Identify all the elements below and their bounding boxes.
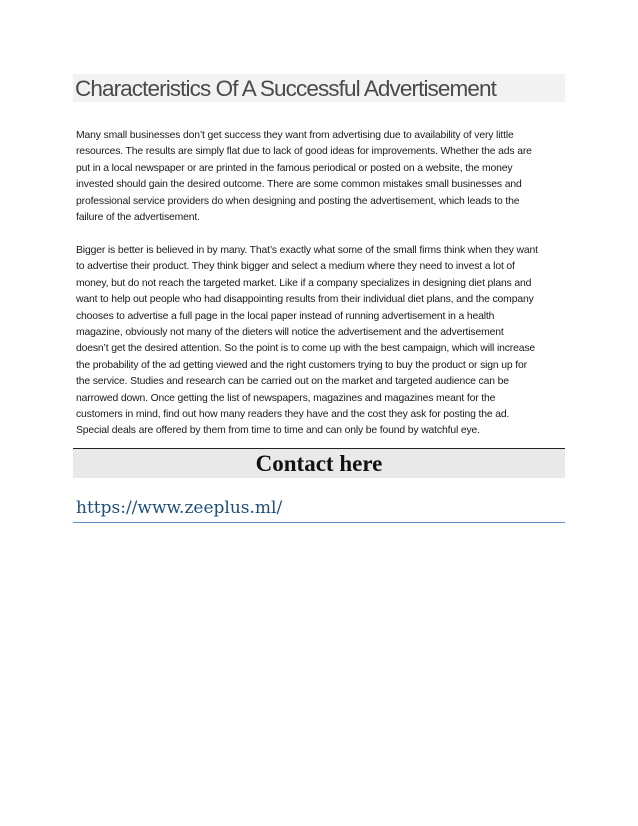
paragraph-line: to advertise their product. They think bigger and select a medium where they need to invest a lot of <box>76 261 515 273</box>
paragraph-line: resources. The results are simply flat due to lack of good ideas for improvements. Whether the ads are <box>76 146 532 158</box>
paragraph-line: want to help out people who had disappointing results from their individual diet plans, and the company <box>76 294 534 306</box>
paragraph-line: invested should gain the desired outcome. There are some common mistakes small businesses and <box>76 179 522 191</box>
paragraph-line: customers in mind, find out how many readers they have and the cost they ask for posting the ad. <box>76 409 510 421</box>
paragraph-line: the service. Studies and research can be carried out on the market and targeted audience can be <box>76 376 509 388</box>
paragraph-line: the probability of the ad getting viewed and the right customers trying to buy the product or sign up for <box>76 359 527 371</box>
paragraph-line: Many small businesses don’t get success they want from advertising due to availability of very little <box>76 130 514 141</box>
paragraph-line: failure of the advertisement. <box>76 212 200 224</box>
link-underline-rule <box>73 522 565 523</box>
paragraph-line: doesn’t get the desired attention. So the point is to come up with the best campaign, which will increase <box>76 343 536 355</box>
paragraph-line: Bigger is better is believed in by many. That’s exactly what some of the small firms think when they want <box>76 245 538 256</box>
paragraph-line: professional service providers do when designing and posting the advertisement, which leads to the <box>76 195 520 207</box>
page-title: Characteristics Of A Successful Advertisement <box>75 76 496 101</box>
paragraph-line: magazine, obviously not many of the dieters will notice the advertisement and the advertisement <box>76 327 504 339</box>
website-link[interactable]: https://www.zeeplus.ml/ <box>76 498 283 518</box>
contact-heading: Contact here <box>255 451 383 476</box>
paragraph-1 <box>76 128 568 226</box>
paragraph-line: chooses to advertise a full page in the local paper instead of running advertisement in a health <box>76 310 495 322</box>
paragraph-line: narrowed down. Once getting the list of newspapers, magazines and magazines meant for the <box>76 392 496 404</box>
paragraph-line: money, but do not reach the targeted market. Like if a company specializes in designing diet plans and <box>76 277 532 289</box>
paragraph-line: Special deals are offered by them from time to time and can only be found by watchful eye. <box>76 425 480 437</box>
paragraph-2 <box>76 243 568 440</box>
paragraph-line: put in a local newspaper or are printed in the famous periodical or posted on a website, the money <box>76 162 513 174</box>
